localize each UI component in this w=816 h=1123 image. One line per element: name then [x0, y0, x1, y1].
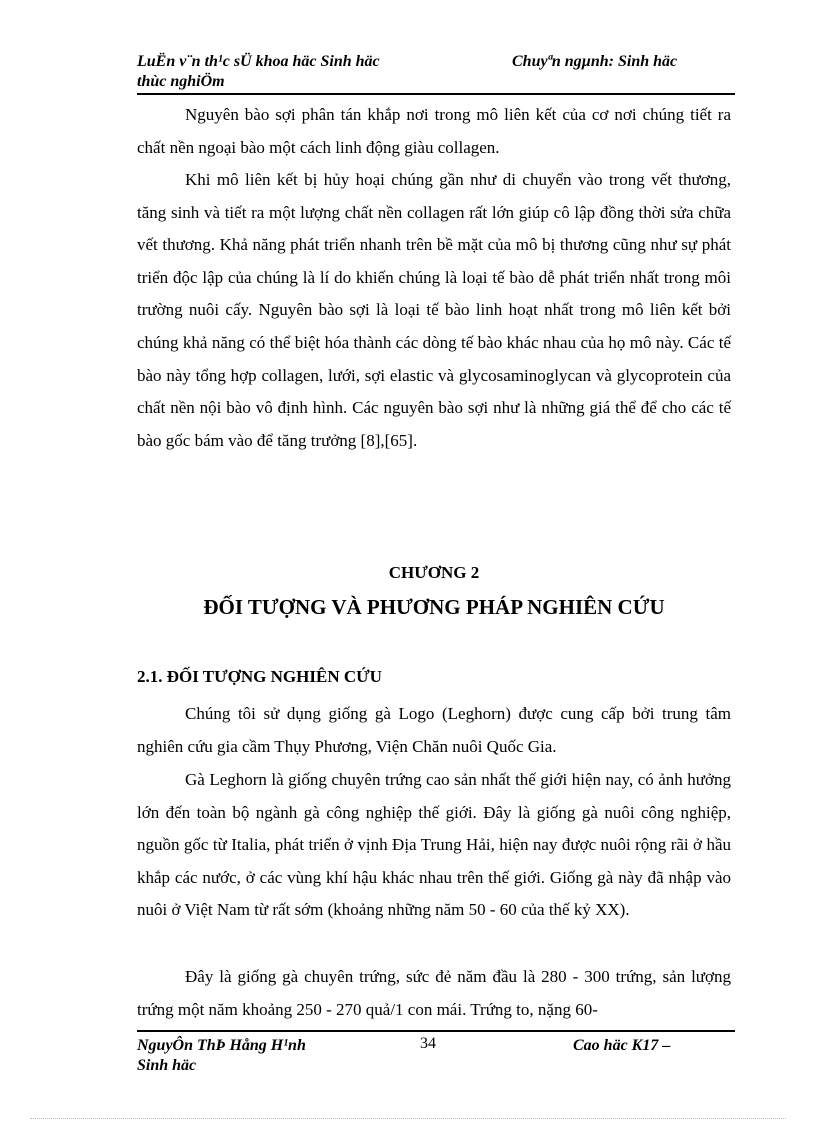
paragraph-text: Gà Leghorn là giống chuyên trứng cao sản nhất thế giới hiện nay, có ảnh hưởng lớn đến toàn bộ ngành gà công nghiệp thế giới. Đây là giống gà nuôi công nghiệp, nguồn gốc từ Italia, phát triển ở vịnh Địa Trung Hải, hiện nay được nuôi rộng rãi ở hầu khắp các nước, ở các vùng khí hậu khác nhau trên thế giới. Giống gà này đã nhập vào nuôi ở Việt Nam từ rất sớm (khoảng những năm 50 - 60 của thế kỷ XX). — [137, 770, 731, 920]
paragraph-text: Chúng tôi sử dụng giống gà Logo (Leghorn) được cung cấp bởi trung tâm nghiên cứu gia cầm Thụy Phương, Viện Chăn nuôi Quốc Gia. — [137, 704, 731, 756]
paragraph-egg-production — [137, 961, 731, 1025]
header-thesis-subtitle: thùc nghiÖm — [137, 73, 225, 90]
section-heading: 2.1. ĐỐI TƯỢNG NGHIÊN CỨU — [137, 667, 382, 686]
paragraph-text: Đây là giống gà chuyên trứng, sức đẻ năm đầu là 280 - 300 trứng, sản lượng trứng một năm khoảng 250 - 270 quả/1 con mái. Trứng to, nặng 60- — [137, 967, 731, 1019]
paragraph-text: Nguyên bào sợi phân tán khắp nơi trong mô liên kết của cơ nơi chúng tiết ra chất nền ngoại bào một cách linh động giàu collagen. — [137, 105, 731, 157]
paragraph-text: Khi mô liên kết bị hủy hoại chúng gần như di chuyển vào trong vết thương, tăng sinh và tiết ra một lượng chất nền collagen rất lớn giúp cô lập đồng thời sửa chữa vết thương. Khả năng phát triển nhanh trên bề mặt của mô bị thương cũng như sự phát triển độc lập của chúng là lí do khiến chúng là loại tế bào dễ phát triển nhất trong môi trường nuôi cấy. Nguyên bào sợi là loại tế bào linh hoạt nhất trong mô liên kết bởi chúng khả năng có thể biệt hóa thành các dòng tế bào khác nhau của họ mô này. Các tế bào này tổng hợp collagen, lưới, sợi elastic và glycosaminoglycan và glycoprotein của chất nền nội bào vô định hình. Các nguyên bào sợi như là những giá thể để cho các tế bào gốc bám vào để tăng trưởng [8],[65]. — [137, 170, 731, 450]
header-rule — [137, 93, 735, 95]
page-edge-divider — [30, 1118, 786, 1119]
paragraph-fibroblast-function — [137, 164, 731, 457]
paragraph-leghorn-description — [137, 764, 731, 927]
chapter-label: CHƯƠNG 2 — [388, 563, 480, 582]
header-specialization: Chuyªn ngµnh: Sinh häc — [512, 53, 678, 70]
chapter-title: ĐỐI TƯỢNG VÀ PHƯƠNG PHÁP NGHIÊN CỨU — [203, 595, 665, 619]
header-thesis-title: LuËn v¨n th¹c sÜ khoa häc Sinh häc — [137, 53, 380, 70]
footer-rule — [137, 1030, 735, 1032]
footer-course: Cao häc K17 – — [573, 1037, 671, 1054]
paragraph-fibroblast-intro — [137, 99, 731, 164]
page-number: 34 — [420, 1035, 436, 1052]
footer-author-field: Sinh häc — [137, 1057, 197, 1074]
footer-author-name: NguyÔn ThÞ Hång H¹nh — [137, 1037, 306, 1054]
footer-author — [137, 1036, 306, 1076]
paragraph-breed-source — [137, 698, 731, 763]
header-left — [137, 52, 467, 92]
